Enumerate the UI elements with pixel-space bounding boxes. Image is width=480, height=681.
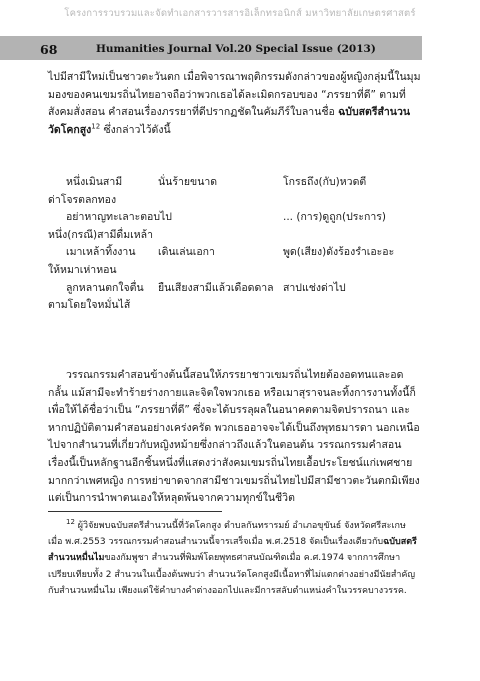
verse-continuation: ตามโดยใจหมั่นไส้ <box>48 299 131 312</box>
paragraph-intro <box>48 69 422 139</box>
verse-phrase: นั่นร้ายขนาด <box>158 176 218 188</box>
verse-phrase: สาปแช่งด่าไป <box>283 281 346 294</box>
verse-line <box>48 208 422 226</box>
footnote-manuscript-title: ฉบับสตรี สำนวนหมื่นไม <box>48 537 417 564</box>
verse-phrase: เดินเล่นเอกา <box>158 246 215 259</box>
verse-block <box>48 173 422 314</box>
verse-line <box>48 261 422 279</box>
verse-phrase: ลูกหลานตกใจตื่น <box>66 281 144 294</box>
paragraph-analysis: วรรณกรรมคำสอนข้างต้นนี้สอนให้ภรรยาชาวเขมรถิ่นไทยต้องอดทนและอดกลั้น แม้สามีจะทำร้ายร่างกายและจิตใจพวกเธอ หรือเมาสุราจนละทิ้งการงานทั้งนี้ก็เพื่อให้ได้ชื่อว่าเป็น “ภรรยาที่ดี” ซึ่งจะได้บรรลุผลในอนาคตตามจิตปรารถนา และหากปฏิบัติตามคำสอนอย่างเคร่งครัด พวกเธออาจจะได้เป็นถึงพุทธมารดา นอกเหนือไปจากสำนวนที่เกี่ยวกับหญิงหม้ายซึ่งกล่าวถึงแล้วในตอนต้น วรรณกรรมคำสอนเรื่องนี้เป็นหลักฐานอีกชิ้นหนึ่งที่แสดงว่าสังคมเขมรถิ่นไทยเอื้อประโยชน์แก่เพศชายมากกว่าเพศหญิง การหย่าขาดจากสามีชาวเขมรถิ่นไทยไปมีสามีชาวตะวันตกมิเพียงแต่เป็นการนำพาตนเองให้หลุดพ้นจากความทุกข์ในชีวิต <box>48 369 420 505</box>
watermark-text: โครงการรวบรวมและจัดทำเอกสารวารสารอิเล็กทรอนิกส์ มหาวิทยาลัยเกษตรศาสตร์ <box>64 8 416 19</box>
paragraph-intro-text: ไปมีสามีใหม่เป็นชาวตะวันตก เมื่อพิจารณาพฤติกรรมดังกล่าวของผู้หญิงกลุ่มนี้ในมุมมองของคนเขมรถิ่นไทยอาจถือว่าพวกเธอได้ละเมิดกรอบของ “ภรรยาที่ดี” ตามที่สังคมสั่งสอน คำสอนเรื่องภรรยาที่ดีปรากฏชัดในคัมภีร์ใบลานชื่อ <box>48 71 421 119</box>
verse-continuation: หนึ่ง(กรณี)สามีดื่มเหล้า <box>48 228 153 241</box>
verse-phrase: เมาเหล้าทิ้งงาน <box>66 246 136 259</box>
verse-line <box>48 243 422 261</box>
verse-line <box>48 173 422 191</box>
verse-phrase: อย่าหาญทะเลาะตอบไป <box>66 211 172 224</box>
footnote <box>48 518 422 599</box>
verse-phrase: ... (การ)ดูถูก(ประการ) <box>283 211 387 224</box>
footnote-text-tail: ของกัมพูชา สำนวนที่พิมพ์โดยพุทธศาสนบัณฑิตเมื่อ ค.ศ.1974 จากการศึกษาเปรียบเทียบทั้ง 2 สำนวนในเบื้องต้นพบว่า สำนวนวัดโคกสูงมีเนื้อหาที่ไม่แตกต่างอย่างมีนัยสำคัญกับสำนวนหมื่นไม เพียงแต่ใช้คำบางคำต่างออกไปและมีการสลับตำแหน่งคำในวรรคบางวรรค. <box>48 553 416 596</box>
verse-phrase: ยืนเสียงสามีแล้วเดือดดาล <box>158 281 274 294</box>
footnote-reference: 12 <box>91 122 101 131</box>
verse-line <box>48 191 422 209</box>
verse-continuation: ให้หมาเห่าหอน <box>48 263 117 276</box>
paragraph-intro-tail: ซึ่งกล่าวไว้ดังนี้ <box>100 123 171 136</box>
footnote-text: ผู้วิจัยพบฉบับสตรีสำนวนนี้ที่วัดโคกสูง ตำบลกันทรารมย์ อำเภอขุขันธ์ จังหวัดศรีสะเกษ เมื่อ พ.ศ.2553 วรรณกรรมคำสอนสำนวนนี้จารเสร็จเมื่อ พ.ศ.2518 จัดเป็นเรื่องเดียวกับ <box>48 521 406 548</box>
page-number: 68 <box>40 42 58 57</box>
footnote-number: 12 <box>66 518 75 526</box>
verse-phrase: โกรธถึง(กับ)หวดตี <box>283 176 367 188</box>
verse-line <box>48 296 422 314</box>
footnote-divider <box>48 511 222 512</box>
manuscript-title: ฉบับสตรีสำนวนวัดโคกสูง <box>48 106 411 136</box>
verse-line <box>48 226 422 244</box>
verse-phrase: หนึ่งเมินสามี <box>66 176 123 188</box>
verse-phrase: พูด(เสียง)ดังร้องรำเอะอะ <box>283 246 395 259</box>
verse-continuation: ด่าโจรตลกทอง <box>48 193 117 206</box>
journal-title: Humanities Journal Vol.20 Special Issue (2013) <box>96 43 376 55</box>
verse-line <box>48 279 422 297</box>
